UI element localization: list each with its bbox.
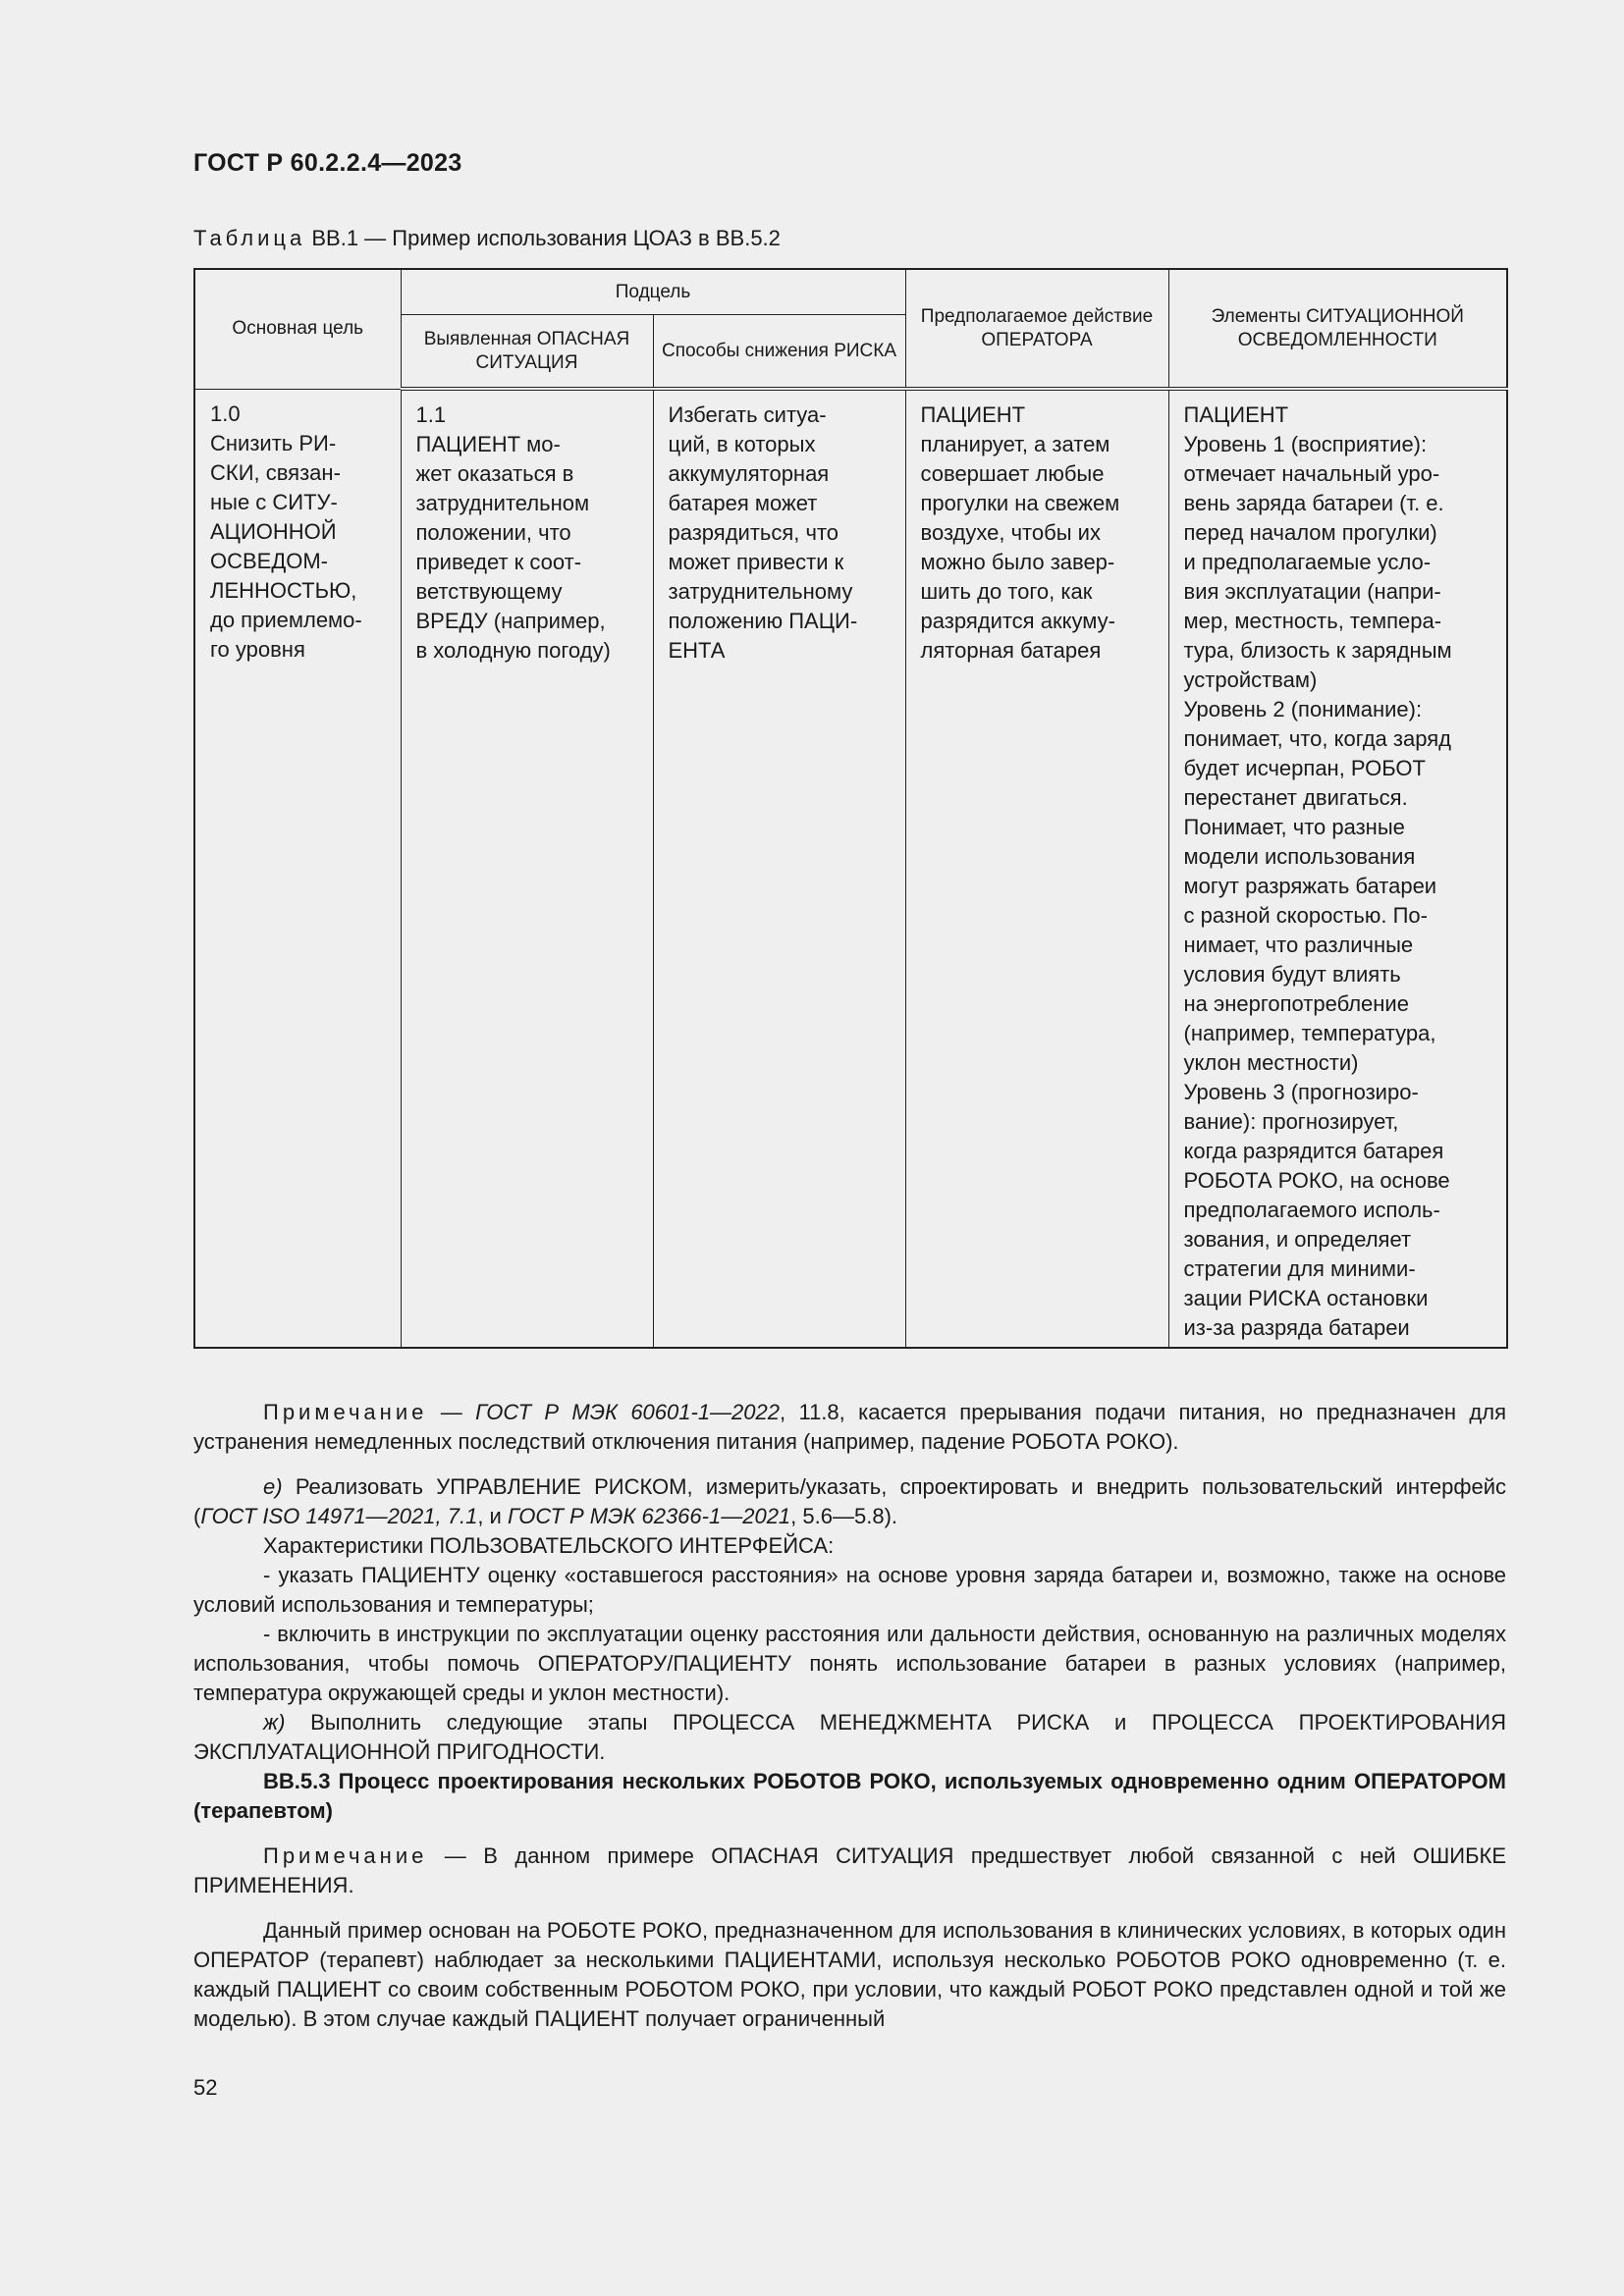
item-zh-text: Выполнить следующие этапы ПРОЦЕССА МЕНЕДЖМЕНТА РИСКА и ПРОЦЕССА ПРОЕКТИРОВАНИЯ ЭКСПЛУАТАЦИОННОЙ ПРИГОДНОСТИ. <box>193 1710 1506 1764</box>
ui-characteristics: Характеристики ПОЛЬЗОВАТЕЛЬСКОГО ИНТЕРФЕЙСА: <box>263 1533 835 1558</box>
header-risk-reduction: Способы снижения РИСКА <box>653 315 905 390</box>
bullet-item: - включить в инструкции по эксплуатации оценку расстояния или дальности действия, основанную на различных моделях использования, чтобы помочь ОПЕРАТОРУ/ПАЦИЕНТУ понять использование батареи в разных условиях (например, температура окружающей среды и уклон местности). <box>193 1622 1506 1705</box>
cell-operator-action: ПАЦИЕНТ планирует, а затем совершает любые прогулки на свежем воздухе, чтобы их можно было завер- шить до того, как разрядится аккуму- ляторная батарея <box>905 389 1168 1348</box>
header-hazard-situation: Выявленная ОПАСНАЯ СИТУАЦИЯ <box>401 315 653 390</box>
table-caption <box>193 226 781 251</box>
cell-awareness-elements: ПАЦИЕНТ Уровень 1 (восприятие): отмечает начальный уро- вень заряда батареи (т. е. перед началом прогулки) и предполагаемые усло- вия эксплуатации (напри- мер, местность, темпера- тура, близость к зарядным устройствам) Уровень 2 (понимание): понимает, что, когда заряд будет исчерпан, РОБОТ перестанет двигаться. Понимает, что разные модели использования могут разряжать батареи с разной скоростью. По- нимает, что различные условия будут влиять на энергопотребление (например, температура, уклон местности) Уровень 3 (прогнозиро- вание): прогнозирует, когда разрядится батарея РОБОТА РОКО, на основе предполагаемого исполь- зования, и определяет стратегии для миними- зации РИСКА остановки из-за разряда батареи <box>1168 389 1507 1348</box>
header-subgoal: Подцель <box>401 269 905 315</box>
note-1-label: Примечание <box>263 1400 428 1424</box>
item-e-text-2: , и <box>477 1504 508 1528</box>
item-e-ref-1: ГОСТ ISO 14971—2021, 7.1 <box>200 1504 478 1528</box>
bullet-item: - указать ПАЦИЕНТУ оценку «оставшегося расстояния» на основе уровня заряда батареи и, возможно, также на основе условий использования и температуры; <box>193 1563 1506 1617</box>
body-text-block-1 <box>193 1398 1506 2034</box>
header-awareness-elements: Элементы СИТУАЦИОННОЙ ОСВЕДОМЛЕННОСТИ <box>1168 269 1507 389</box>
table-row <box>194 389 1507 1348</box>
cell-main-goal: 1.0 Снизить РИ- СКИ, связан- ные с СИТУ- АЦИОННОЙ ОСВЕДОМ- ЛЕННОСТЬЮ, до приемлемо- го уровня <box>194 389 401 1348</box>
item-zh <box>193 1708 1506 1767</box>
section-title: ВВ.5.3 Процесс проектирования нескольких РОБОТОВ РОКО, используемых одновременно одним ОПЕРАТОРОМ (терапевтом) <box>193 1769 1506 1823</box>
table-caption-text: ВВ.1 — Пример использования ЦОАЗ в ВВ.5.2 <box>305 226 781 250</box>
item-e <box>193 1472 1506 1531</box>
item-e-text-1: Реализовать УПРАВЛЕНИЕ РИСКОМ, измерить/указать, спроектировать и внедрить пользовательский интерфейс ( <box>193 1474 1506 1528</box>
cell-hazard-situation: 1.1 ПАЦИЕНТ мо- жет оказаться в затруднительном положении, что приведет к соот- ветствующему ВРЕДУ (например, в холодную погоду) <box>401 389 653 1348</box>
cell-risk-reduction: Избегать ситуа- ций, в которых аккумуляторная батарея может разрядиться, что может привести к затруднительному положению ПАЦИ- ЕНТА <box>653 389 905 1348</box>
item-e-ref-2: ГОСТ Р МЭК 62366-1—2021 <box>507 1504 791 1528</box>
note-1-text: , 11.8, касается прерывания подачи питания, но предназначен для устранения немедленных последствий отключения питания (например, падение РОБОТА РОКО). <box>193 1400 1506 1454</box>
note-2-label: Примечание <box>263 1843 428 1868</box>
example-table <box>193 268 1508 1349</box>
header-main-goal: Основная цель <box>194 269 401 389</box>
note-1 <box>193 1398 1506 1457</box>
note-1-ref: ГОСТ Р МЭК 60601-1—2022 <box>475 1400 780 1424</box>
note-2 <box>193 1842 1506 1900</box>
header-operator-action: Предполагаемое действие ОПЕРАТОРА <box>905 269 1168 389</box>
body-paragraph: Данный пример основан на РОБОТЕ РОКО, предназначенном для использования в клинических условиях, в которых один ОПЕРАТОР (терапевт) наблюдает за несколькими ПАЦИЕНТАМИ, используя несколько РОБОТОВ РОКО одновременно (т. е. каждый ПАЦИЕНТ со своим собственным РОБОТОМ РОКО, при условии, что каждый РОБОТ РОКО представлен одной и той же моделью). В этом случае каждый ПАЦИЕНТ получает ограниченный <box>193 1918 1506 2031</box>
item-zh-marker: ж) <box>263 1710 286 1735</box>
note-1-dash: — <box>427 1400 476 1424</box>
item-e-text-3: , 5.6—5.8). <box>790 1504 898 1528</box>
document-header: ГОСТ Р 60.2.2.4—2023 <box>193 149 462 177</box>
item-e-marker: е) <box>263 1474 283 1499</box>
table-caption-label: Таблица <box>193 226 306 250</box>
note-2-text: — В данном примере ОПАСНАЯ СИТУАЦИЯ предшествует любой связанной с ней ОШИБКЕ ПРИМЕНЕНИЯ. <box>193 1843 1506 1897</box>
page-number: 52 <box>193 2075 218 2100</box>
